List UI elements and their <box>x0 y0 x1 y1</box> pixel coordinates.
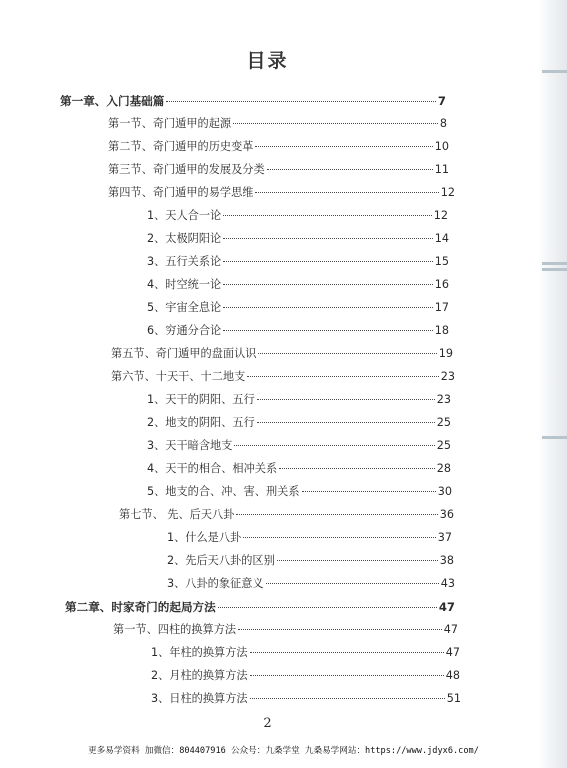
toc-entry-label: 6、穷通分合论 <box>147 324 222 337</box>
toc-chapter-entry <box>65 599 455 615</box>
toc-entry-page: 38 <box>439 554 454 567</box>
toc-entry-label: 3、日柱的换算方法 <box>151 692 248 705</box>
toc-entry <box>111 346 453 362</box>
dot-leader <box>277 560 438 561</box>
toc-entry <box>167 530 452 546</box>
toc-entry-page: 18 <box>434 324 449 337</box>
dot-leader <box>223 238 433 239</box>
toc-entry <box>147 484 452 500</box>
scan-edge-mark <box>542 436 567 439</box>
toc-entry <box>147 392 451 408</box>
dot-leader <box>238 629 442 630</box>
toc-entry-label: 第四节、奇门遁甲的易学思维 <box>108 186 254 199</box>
toc-entry-page: 28 <box>436 462 451 475</box>
dot-leader <box>223 284 433 285</box>
toc-entry-label: 第一节、奇门遁甲的起源 <box>108 117 232 130</box>
page-number: 2 <box>263 716 272 731</box>
dot-leader <box>302 491 436 492</box>
toc-entry-label: 第二章、时家奇门的起局方法 <box>65 600 216 614</box>
dot-leader <box>236 514 437 515</box>
dot-leader <box>223 215 432 216</box>
toc-entry-page: 43 <box>440 577 455 590</box>
toc-entry-page: 16 <box>434 278 449 291</box>
toc-entry <box>167 553 454 569</box>
page-title: 目录 <box>246 50 289 72</box>
toc-entry-page: 47 <box>438 600 455 614</box>
toc-entry-page: 23 <box>440 370 455 383</box>
toc-entry <box>147 231 449 247</box>
scan-edge-mark <box>542 262 567 265</box>
toc-entry-label: 1、年柱的换算方法 <box>151 646 248 659</box>
dot-leader <box>166 101 436 102</box>
toc-entry-page: 15 <box>434 255 449 268</box>
toc-entry-label: 5、宇宙全息论 <box>147 301 222 314</box>
toc-entry <box>108 139 449 155</box>
toc-entry <box>119 507 454 523</box>
toc-entry-label: 1、天人合一论 <box>147 209 222 222</box>
toc-entry-page: 48 <box>445 669 460 682</box>
scan-edge-mark <box>542 268 567 271</box>
toc-entry-page: 25 <box>436 416 451 429</box>
toc-entry <box>113 622 458 638</box>
toc-entry-page: 12 <box>433 209 448 222</box>
toc-entry <box>151 691 461 707</box>
toc-entry-page: 8 <box>439 117 447 130</box>
dot-leader <box>267 169 433 170</box>
dot-leader <box>255 146 432 147</box>
dot-leader <box>223 330 433 331</box>
toc-entry-page: 19 <box>438 347 453 360</box>
toc-entry-page: 14 <box>434 232 449 245</box>
toc-entry-page: 37 <box>437 531 452 544</box>
toc-entry <box>147 300 449 316</box>
toc-entry-page: 17 <box>434 301 449 314</box>
toc-entry-page: 7 <box>437 94 446 108</box>
toc-entry-page: 25 <box>436 439 451 452</box>
dot-leader <box>218 607 437 608</box>
toc-entry-label: 第七节、 先、后天八卦 <box>119 508 235 521</box>
toc-entry-label: 1、天干的阴阳、五行 <box>147 393 255 406</box>
toc-entry-label: 2、先后天八卦的区别 <box>167 554 275 567</box>
toc-entry <box>111 369 455 385</box>
toc-entry <box>151 645 460 661</box>
toc-entry-label: 第一节、四柱的换算方法 <box>113 623 237 636</box>
toc-entry <box>147 254 449 270</box>
toc-entry-label: 4、天干的相合、相冲关系 <box>147 462 278 475</box>
toc-entry-page: 11 <box>434 163 449 176</box>
dot-leader <box>279 468 435 469</box>
toc-entry <box>108 185 455 201</box>
toc-entry-label: 3、八卦的象征意义 <box>167 577 264 590</box>
toc-chapter-entry <box>60 93 446 109</box>
scan-edge-mark <box>542 70 567 73</box>
toc-entry-page: 30 <box>437 485 452 498</box>
toc-entry-label: 4、时空统一论 <box>147 278 222 291</box>
toc-entry-page: 23 <box>436 393 451 406</box>
dot-leader <box>234 445 434 446</box>
dot-leader <box>257 399 435 400</box>
toc-entry-label: 2、月柱的换算方法 <box>151 669 248 682</box>
toc-entry <box>147 277 449 293</box>
dot-leader <box>257 422 435 423</box>
dot-leader <box>233 123 438 124</box>
dot-leader <box>250 675 444 676</box>
toc-entry <box>147 461 451 477</box>
toc-entry-label: 5、地支的合、冲、害、刑关系 <box>147 485 300 498</box>
dot-leader <box>258 353 436 354</box>
toc-entry-label: 第一章、入门基础篇 <box>60 94 165 108</box>
toc-entry <box>167 576 455 592</box>
dot-leader <box>255 192 438 193</box>
footer-note: 更多易学资料 加微信：804407916 公众号：九桑学堂 九桑易学网站：https://www.jdyx6.com/ <box>88 746 479 756</box>
dot-leader <box>250 698 445 699</box>
toc-entry-page: 47 <box>445 646 460 659</box>
scan-edge-shadow <box>538 0 567 768</box>
toc-entry-label: 3、天干暗含地支 <box>147 439 233 452</box>
toc-entry-label: 第五节、奇门遁甲的盘面认识 <box>111 347 257 360</box>
toc-entry-page: 12 <box>440 186 455 199</box>
dot-leader <box>266 583 439 584</box>
toc-entry <box>108 162 449 178</box>
toc-entry-label: 第六节、十天干、十二地支 <box>111 370 246 383</box>
toc-entry-page: 47 <box>443 623 458 636</box>
dot-leader <box>223 307 433 308</box>
dot-leader <box>250 652 444 653</box>
toc-entry-label: 2、太极阴阳论 <box>147 232 222 245</box>
dot-leader <box>247 376 438 377</box>
toc-entry-page: 36 <box>439 508 454 521</box>
toc-entry <box>147 415 451 431</box>
toc-entry <box>147 438 451 454</box>
toc-entry-label: 3、五行关系论 <box>147 255 222 268</box>
toc-entry <box>151 668 460 684</box>
toc-entry <box>108 116 447 132</box>
toc-entry-page: 10 <box>434 140 449 153</box>
toc-entry-label: 1、什么是八卦 <box>167 531 242 544</box>
dot-leader <box>223 261 433 262</box>
toc-entry <box>147 323 449 339</box>
toc-entry-label: 第二节、奇门遁甲的历史变革 <box>108 140 254 153</box>
toc-entry <box>147 208 448 224</box>
toc-entry-page: 51 <box>446 692 461 705</box>
toc-entry-label: 第三节、奇门遁甲的发展及分类 <box>108 163 265 176</box>
toc-entry-label: 2、地支的阴阳、五行 <box>147 416 255 429</box>
dot-leader <box>243 537 436 538</box>
